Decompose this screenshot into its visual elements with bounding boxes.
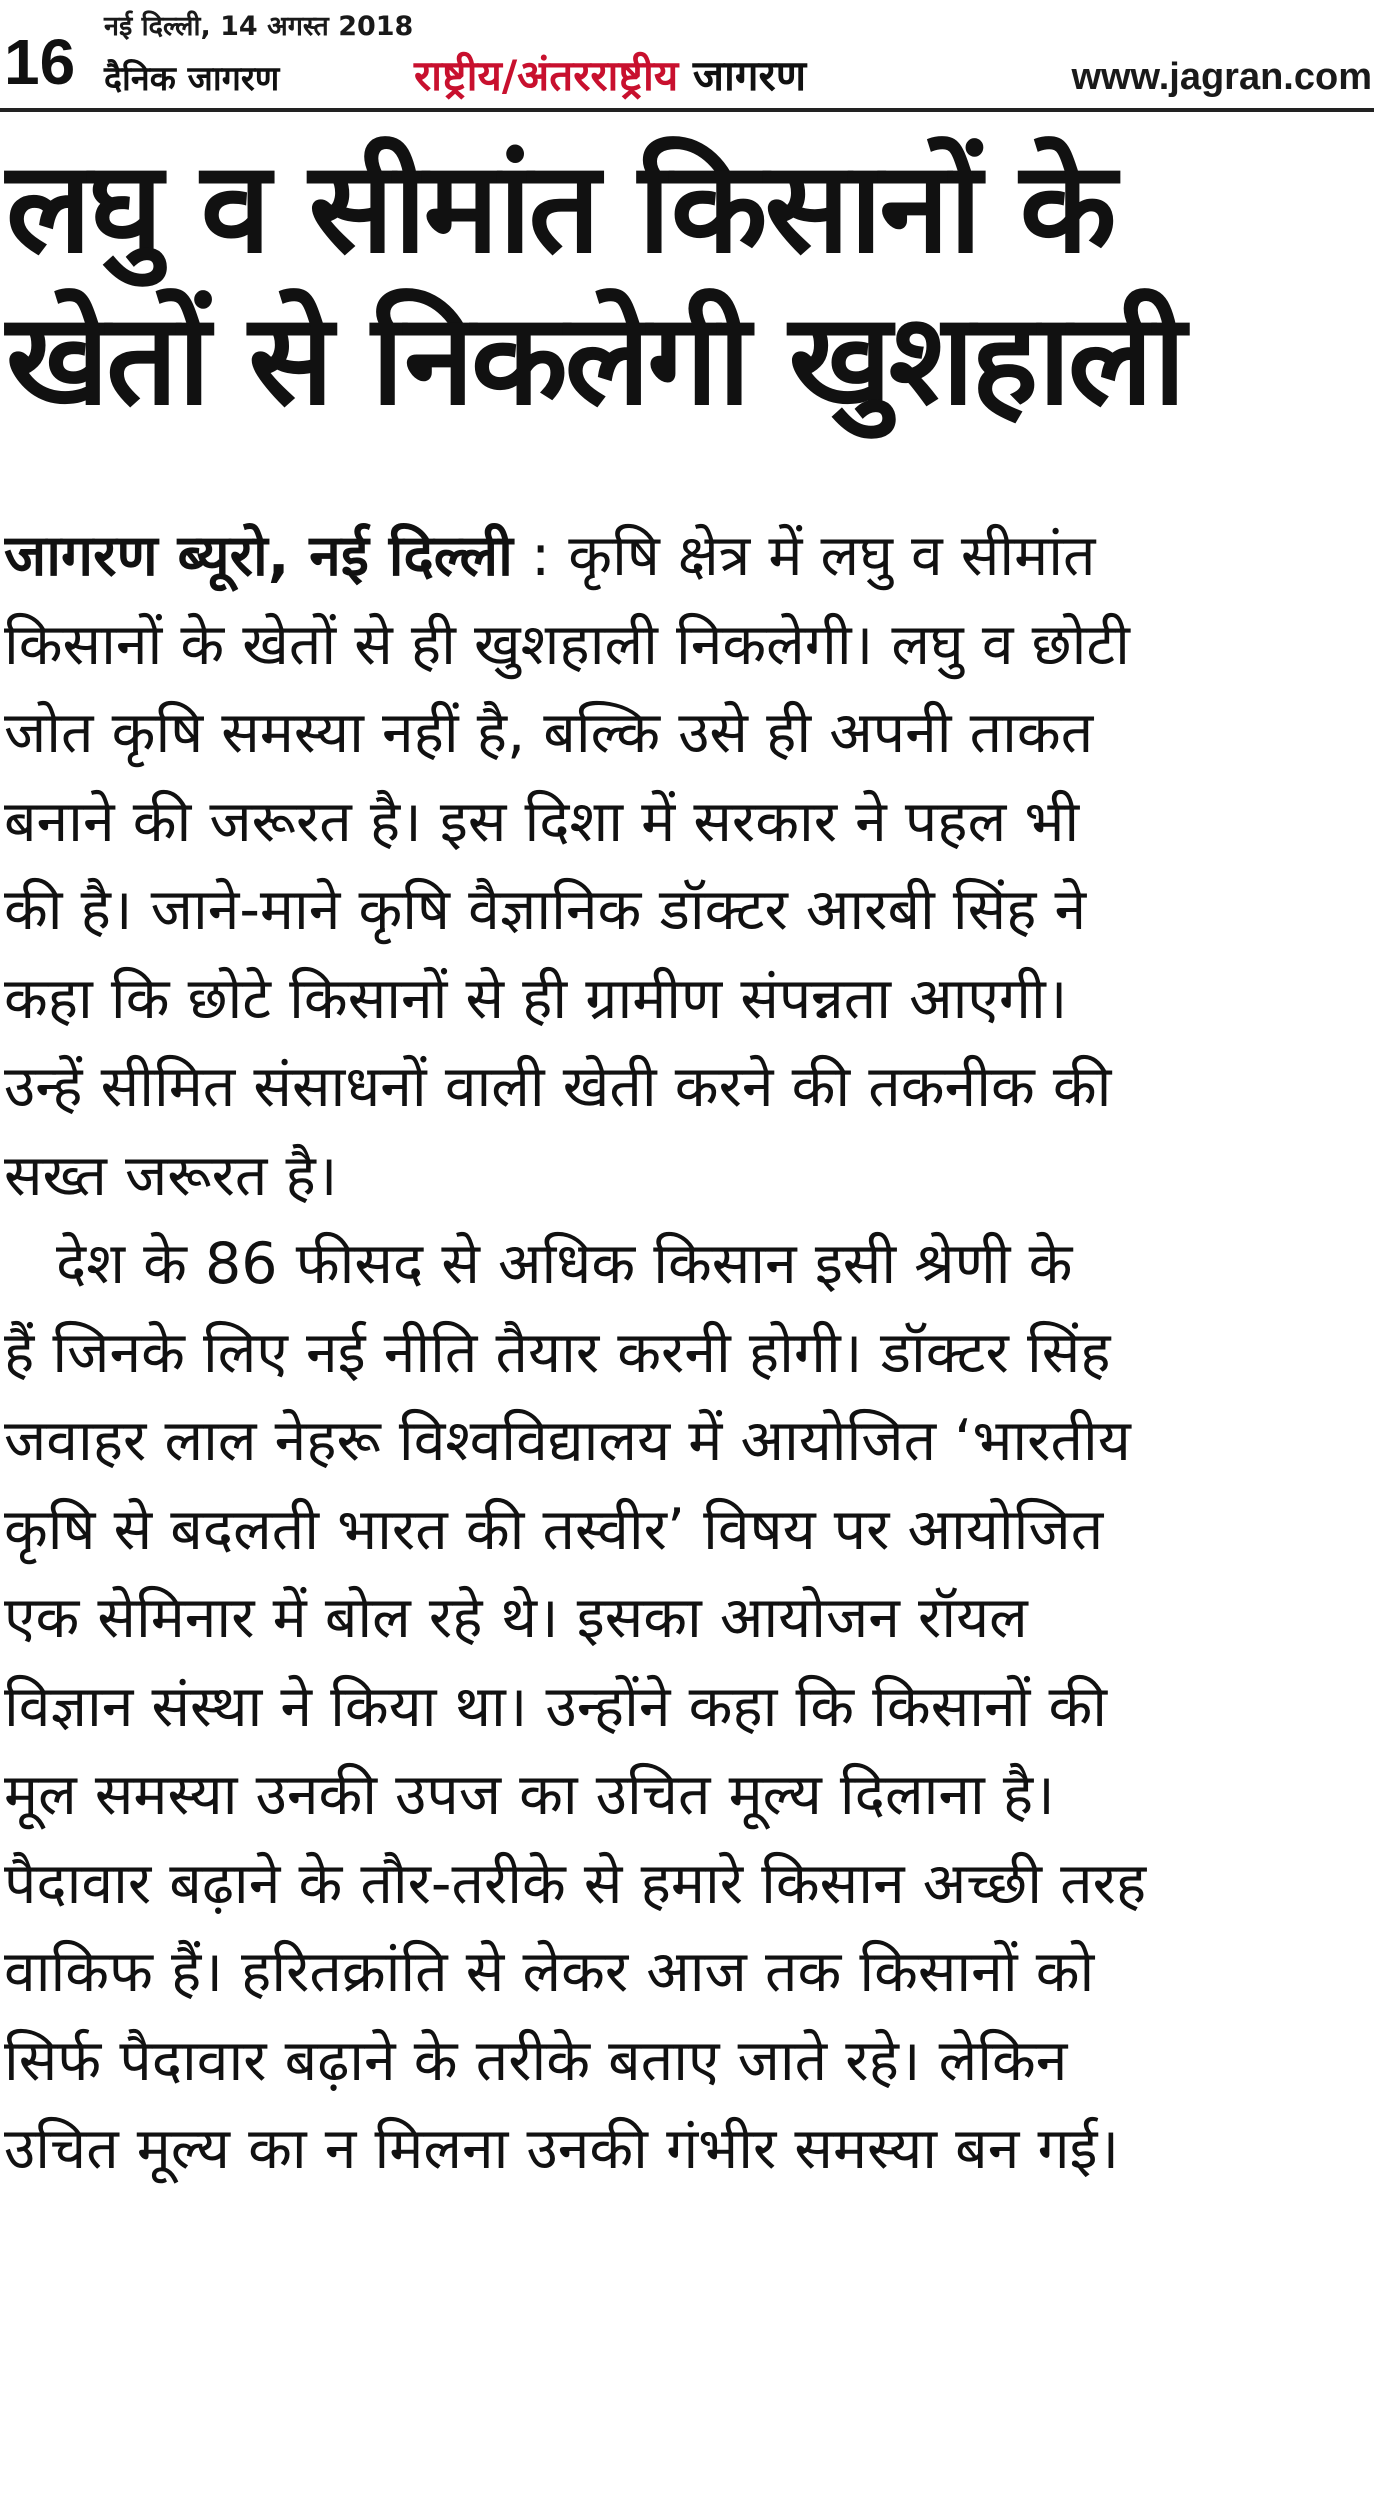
article-line: मूल समस्या उनकी उपज का उचित मूल्य दिलाना है। bbox=[4, 1762, 1055, 1828]
article-line: पैदावार बढ़ाने के तौर-तरीके से हमारे किसान अच्छी तरह bbox=[4, 1850, 1147, 1917]
article-line: कहा कि छोटे किसानों से ही ग्रामीण संपन्नता आएगी। bbox=[4, 965, 1068, 1032]
article-line: देश के 86 फीसद से अधिक किसान इसी श्रेणी के bbox=[56, 1231, 1073, 1297]
website-url: www.jagran.com bbox=[1071, 56, 1372, 98]
article-line bbox=[4, 512, 1370, 601]
article-line: की है। जाने-माने कृषि वैज्ञानिक डॉक्टर आरबी सिंह ने bbox=[4, 877, 1087, 943]
section-title: राष्ट्रीय/अंतरराष्ट्रीय bbox=[414, 51, 679, 100]
article-line: बनाने की जरूरत है। इस दिशा में सरकार ने पहल भी bbox=[4, 788, 1080, 855]
masthead-rule bbox=[0, 108, 1374, 112]
headline bbox=[6, 132, 1366, 436]
article-line-text: : कृषि क्षेत्र में लघु व सीमांत bbox=[512, 523, 1096, 589]
article-line: हैं जिनके लिए नई नीति तैयार करनी होगी। डॉक्टर सिंह bbox=[4, 1319, 1111, 1386]
dateline: नई दिल्ली, 14 अगस्त 2018 bbox=[104, 11, 414, 42]
page-number: 16 bbox=[4, 26, 76, 98]
article-line: सिर्फ पैदावार बढ़ाने के तरीके बताए जाते रहे। लेकिन bbox=[4, 2027, 1068, 2094]
article-line: उन्हें सीमित संसाधनों वाली खेती करने की तकनीक की bbox=[4, 1054, 1112, 1120]
article-line: सख्त जरूरत है। bbox=[4, 1142, 338, 1209]
byline: जागरण ब्यूरो, नई दिल्ली bbox=[4, 523, 513, 589]
article-line: कृषि से बदलती भारत की तस्वीर’ विषय पर आयोजित bbox=[4, 1496, 1104, 1563]
article-line: जवाहर लाल नेहरू विश्वविद्यालय में आयोजित ‘भारतीय bbox=[4, 1408, 1131, 1474]
article-line: उचित मूल्य का न मिलना उनकी गंभीर समस्या बन गई। bbox=[4, 2116, 1120, 2182]
masthead bbox=[0, 0, 1374, 115]
article-line: एक सेमिनार में बोल रहे थे। इसका आयोजन रॉयल bbox=[4, 1585, 1028, 1651]
section-label bbox=[414, 46, 806, 103]
section-brand: जागरण bbox=[692, 51, 807, 100]
paper-name: दैनिक जागरण bbox=[104, 59, 280, 99]
headline-line: लघु व सीमांत किसानों के bbox=[6, 134, 1114, 281]
article-body bbox=[4, 512, 1370, 2194]
headline-line: खेतों से निकलेगी खुशहाली bbox=[6, 286, 1183, 433]
article-line: वाकिफ हैं। हरितक्रांति से लेकर आज तक किसानों को bbox=[4, 1939, 1095, 2005]
article-line: किसानों के खेतों से ही खुशहाली निकलेगी। लघु व छोटी bbox=[4, 611, 1130, 678]
article-line: विज्ञान संस्था ने किया था। उन्होंने कहा कि किसानों की bbox=[4, 1673, 1108, 1740]
article-line: जोत कृषि समस्या नहीं है, बल्कि उसे ही अपनी ताकत bbox=[4, 700, 1094, 766]
